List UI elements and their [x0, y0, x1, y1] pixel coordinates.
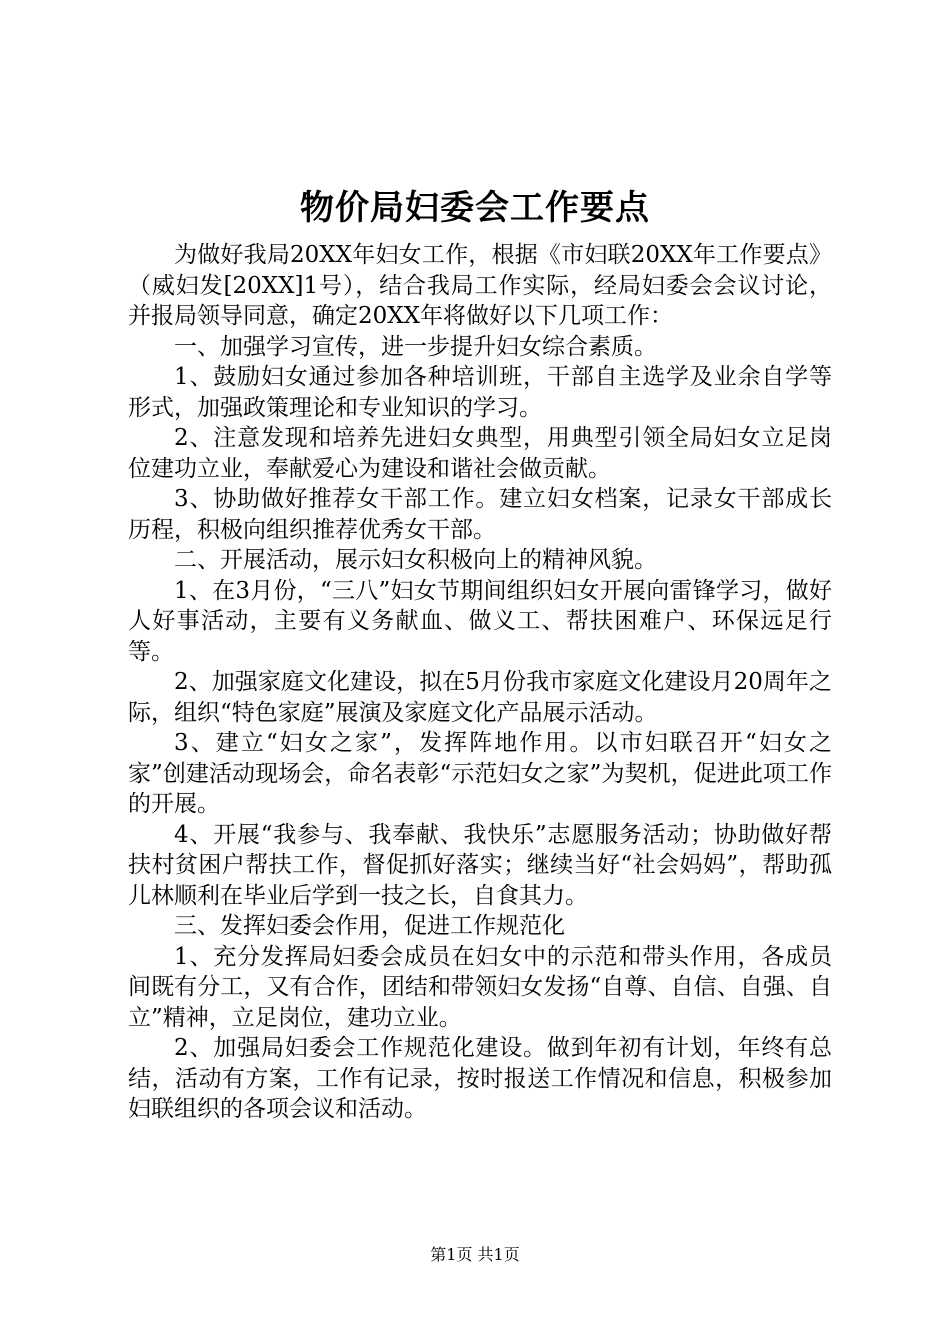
paragraph-section-1-item-3: 3、协助做好推荐女干部工作。建立妇女档案，记录女干部成长历程，积极向组织推荐优秀女干部。: [128, 486, 832, 543]
paragraph-section-1-heading: 一、加强学习宣传，进一步提升妇女综合素质。: [174, 333, 657, 360]
page-number-footer: 第1页 共1页: [430, 1245, 520, 1264]
paragraph-section-3-heading: 三、发挥妇委会作用，促进工作规范化: [174, 913, 565, 939]
paragraph-section-1-item-1: 1、鼓励妇女通过参加各种培训班，干部自主选学及业余自学等形式，加强政策理论和专业知识的学习。: [128, 364, 832, 421]
paragraph-section-3-item-2: 2、加强局妇委会工作规范化建设。做到年初有计划，年终有总结，活动有方案，工作有记录，按时报送工作情况和信息，积极参加妇联组织的各项会议和活动。: [128, 1035, 832, 1122]
paragraph-section-2-item-1: 1、在3月份，“三八”妇女节期间组织妇女开展向雷锋学习，做好人好事活动，主要有义务献血、做义工、帮扶困难户、环保远足行等。: [128, 577, 832, 665]
paragraph-section-2-item-3: 3、建立“妇女之家”，发挥阵地作用。以市妇联召开“妇女之家”创建活动现场会，命名表彰“示范妇女之家”为契机，促进此项工作的开展。: [128, 730, 832, 817]
paragraph-intro: 为做好我局20XX年妇女工作，根据《市妇联20XX年工作要点》（威妇发[20XX]1号），结合我局工作实际，经局妇委会会议讨论，并报局领导同意，确定20XX年将做好以下几项工作：: [128, 242, 832, 329]
paragraph-section-1-item-2: 2、注意发现和培养先进妇女典型，用典型引领全局妇女立足岗位建功立业，奉献爱心为建设和谐社会做贡献。: [128, 425, 832, 482]
paragraph-section-2-heading: 二、开展活动，展示妇女积极向上的精神风貌。: [174, 547, 657, 573]
paragraph-section-3-item-1: 1、充分发挥局妇委会成员在妇女中的示范和带头作用，各成员间既有分工，又有合作，团结和带领妇女发扬“自尊、自信、自强、自立”精神，立足岗位，建功立业。: [128, 943, 832, 1031]
document-title: 物价局妇委会工作要点: [300, 188, 650, 228]
paragraph-section-2-item-2: 2、加强家庭文化建设，拟在5月份我市家庭文化建设月20周年之际，组织“特色家庭”展演及家庭文化产品展示活动。: [128, 669, 832, 726]
paragraph-section-2-item-4: 4、开展“我参与、我奉献、我快乐”志愿服务活动；协助做好帮扶村贫困户帮扶工作，督促抓好落实；继续当好“社会妈妈”，帮助孤儿林顺利在毕业后学到一技之长，自食其力。: [128, 821, 832, 909]
document-body: [128, 240, 832, 1125]
